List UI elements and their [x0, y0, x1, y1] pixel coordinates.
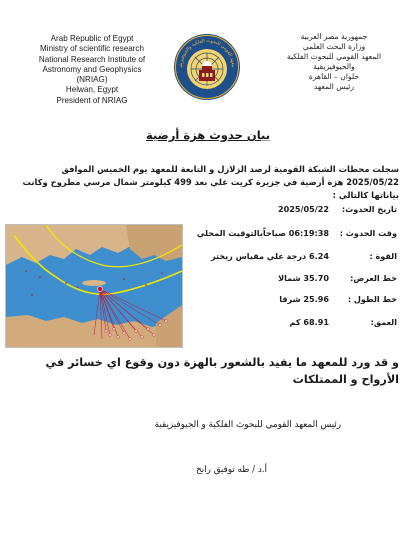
- arabic-header-line: والجيوفيزيقية: [313, 62, 355, 72]
- conclusion-statement: و قد ورد للمعهد ما يفيد بالشعور بالهزة دون وقوع اي خسائر في الأرواح و الممتلكات: [45, 356, 399, 386]
- map-epicenter: [97, 286, 102, 291]
- map-crete: [82, 280, 106, 286]
- detail-unit: درجة علي مقياس ريختر: [210, 251, 307, 261]
- english-header-line: Helwan, Egypt: [65, 85, 119, 95]
- detail-value-date: [189, 204, 329, 214]
- arabic-header-line: جمهورية مصر العربية: [300, 32, 368, 41]
- detail-value-latitude: [189, 273, 329, 283]
- detail-value-depth: [189, 317, 329, 327]
- detail-number: 25.96: [303, 294, 329, 304]
- arabic-header: [276, 32, 392, 93]
- english-header-line: Ministry of scientific research: [40, 44, 144, 54]
- detail-label-depth: العمق:: [370, 317, 397, 327]
- english-header-line: Arab Republic of Egypt: [50, 34, 134, 43]
- detail-number: 68.91: [303, 317, 329, 327]
- english-header: [18, 34, 166, 106]
- intro-paragraph: سجلت محطات الشبكة القومية لرصد الزلازل و التابعة للمعهد يوم الخميس الموافق 2025/05/22 هزة أرضية في جزيرة كريت علي بعد 499 كيلومتر شمال مرسي مطروح وكانت بياناتها كالتالي :: [22, 164, 399, 200]
- detail-label-longitude: خط الطول :: [347, 294, 397, 304]
- detail-label-date: تاريخ الحدوث:: [341, 204, 397, 214]
- detail-unit: شرقا: [279, 294, 301, 304]
- arabic-header-line: المعهد القومي للبحوث الفلكية: [286, 52, 382, 62]
- arabic-header-line: رئيس المعهد: [313, 82, 355, 92]
- nriag-logo: [172, 32, 242, 102]
- detail-value-time: [189, 228, 329, 238]
- epicenter-map: [5, 224, 183, 348]
- svg-text:المعهد القومي للبحوث الفلكية و: معهد القومي للبحوث الفلكية والجيوفيزيقي: [178, 38, 236, 68]
- english-header-line: President of NRIAG: [56, 95, 128, 105]
- detail-number: 6.24: [309, 251, 329, 261]
- english-header-line: National Research Institute of: [38, 54, 146, 64]
- detail-value-longitude: [189, 294, 329, 304]
- detail-unit: صباحاًبالتوقيت المحلي: [196, 228, 286, 238]
- arabic-header-line: حلوان – القاهرة: [308, 72, 360, 82]
- detail-number: 2025/05/22: [278, 204, 329, 214]
- detail-label-latitude: خط العرض:: [350, 273, 397, 283]
- statement-title: بيان حدوث هزة أرضية: [145, 128, 271, 142]
- signatory-title: رئيس المعهد القومي للبحوث الفلكية و الجيوفيزيقية: [154, 420, 341, 430]
- arabic-header-line: وزارة البحث العلمي: [302, 42, 366, 52]
- detail-number: 35.70: [303, 273, 329, 283]
- english-header-line: Astronomy and Geophysics: [42, 64, 142, 74]
- detail-number: 06:19:38: [288, 228, 329, 238]
- english-header-line: (NRIAG): [76, 75, 108, 85]
- detail-label-magnitude: القوة :: [369, 251, 397, 261]
- detail-unit: كم: [289, 317, 301, 327]
- detail-unit: شمالا: [278, 273, 301, 283]
- detail-label-time: وقت الحدوث :: [339, 228, 397, 238]
- signatory-name: أ.د / طه توفيق رابح: [195, 465, 267, 475]
- detail-value-magnitude: [189, 251, 329, 261]
